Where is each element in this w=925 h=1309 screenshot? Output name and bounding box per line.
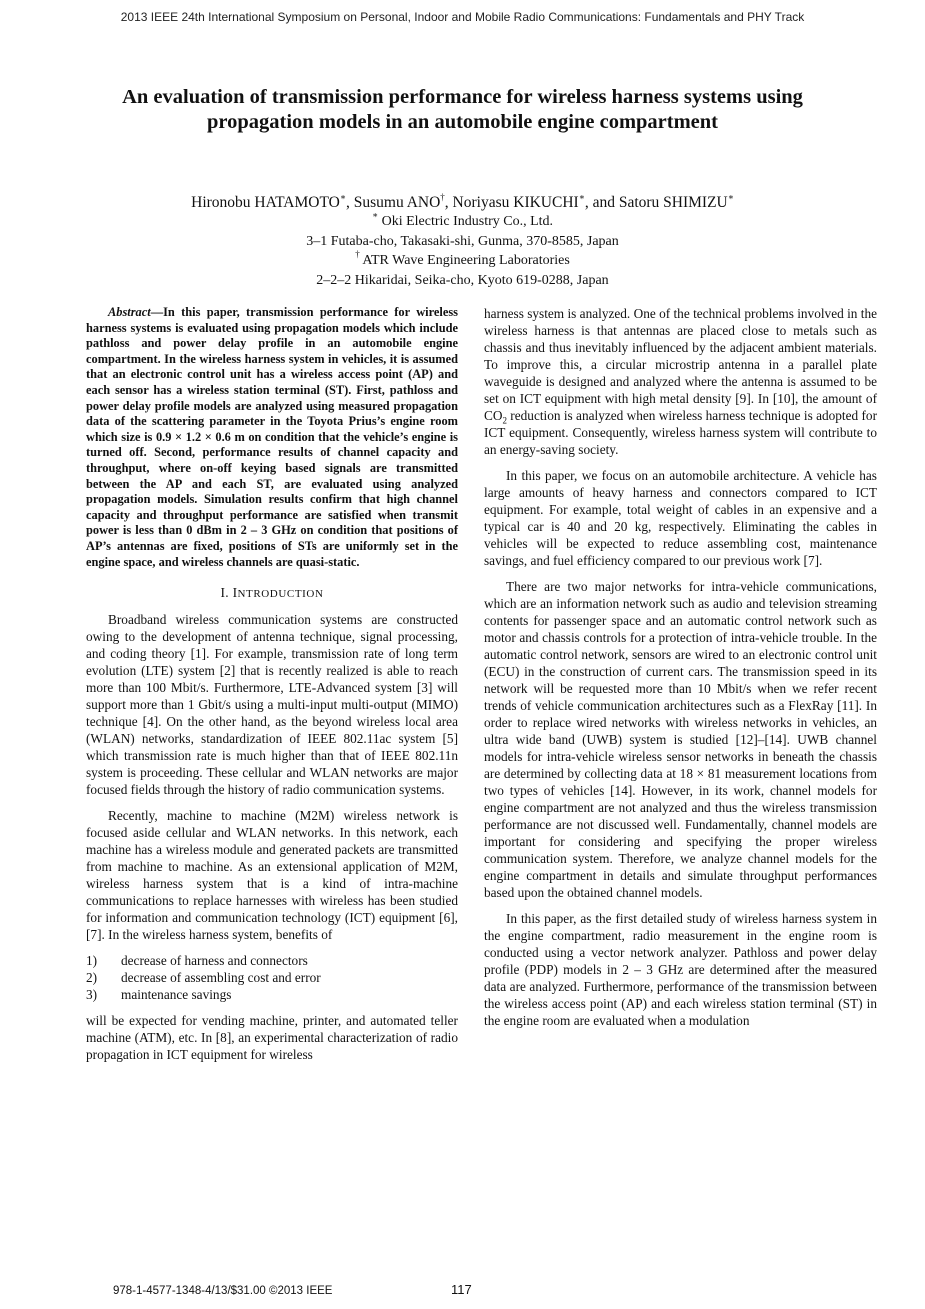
paragraph-text: reduction is analyzed when wireless harness technique is adopted for ICT equipment. Consequently, wireless harness system will contribute to an energy-saving society. bbox=[484, 408, 877, 457]
list-item bbox=[86, 969, 458, 986]
abstract-label: Abstract bbox=[108, 305, 151, 319]
left-column bbox=[86, 305, 458, 1063]
affiliation-mark: ∗ bbox=[578, 191, 585, 202]
intro-paragraph-4 bbox=[484, 305, 877, 458]
list-item-number: 1) bbox=[86, 953, 98, 969]
author-name: Susumu ANO bbox=[353, 194, 441, 211]
conference-header: 2013 IEEE 24th International Symposium on Personal, Indoor and Mobile Radio Communications: Fundamentals and PHY Track bbox=[120, 10, 805, 24]
affiliation-2-name-line bbox=[90, 251, 835, 271]
author-block bbox=[90, 193, 835, 290]
author-list: Hironobu HATAMOTO∗, Susumu ANO†, Noriyasu KIKUCHI∗, and Satoru SHIMIZU∗ bbox=[191, 191, 734, 211]
intro-paragraph-5: In this paper, we focus on an automobile architecture. A vehicle has large amounts of heavy harness and connectors compared to ICT equipment. For example, total weight of cables in an expensive and a typical car is 40 and 20 kg, respectively. Eliminating the cables in vehicles will be expected to reduce assembling cost, maintenance savings, and fuel efficiency compared to our previous work [7]. bbox=[484, 468, 877, 568]
affiliation-mark: ∗ bbox=[339, 191, 346, 202]
intro-paragraph-6: There are two major networks for intra-vehicle communications, which are an information network such as audio and television streaming contents for passenger space and an automatic control network such as motor and chassis controls for a protection of intra-vehicle trouble. In the automatic control network, sensors are wired to an electronic control unit (ECU) in the construction of current cars. The transmission speed in its network will be requested more than 10 Mbit/s when we refer recent trends of vehicle communication architectures such as a FlexRay [11]. In order to replace wired networks with wireless networks in vehicles, an ultra wide band (UWB) system is studied [12]–[14]. UWB channel models for intra-vehicle wireless sensor networks in beneath the chassis are determined by collecting data at 18 × 81 measurement locations from two types of vehicles [14]. However, in its work, channel models for engine compartment are not analyzed and thus the wireless transmission performance are not discussed well. Fundamentally, channel models are important for considering and specifying the proper wireless communication system. Therefore, we analyze channel models for the engine compartment in details and simulate throughput performances based upon the obtained channel models. bbox=[484, 579, 877, 900]
affiliation-name: Oki Electric Industry Co., Ltd. bbox=[381, 214, 554, 229]
list-item-text: decrease of harness and connectors bbox=[121, 953, 308, 969]
section-title-rest: NTRODUCTION bbox=[237, 588, 324, 601]
right-column bbox=[484, 305, 877, 1029]
affiliation-name: ATR Wave Engineering Laboratories bbox=[362, 253, 570, 268]
list-item-number: 3) bbox=[86, 987, 98, 1003]
affiliation-2-address: 2–2–2 Hikaridai, Seika-cho, Kyoto 619-0288, Japan bbox=[316, 272, 609, 288]
copyright-footer: 978-1-4577-1348-4/13/$31.00 ©2013 IEEE bbox=[113, 1285, 333, 1297]
author-name: and Satoru SHIMIZU bbox=[592, 194, 728, 211]
affiliation-mark: ∗ bbox=[727, 191, 734, 202]
affiliation-mark: ∗ bbox=[371, 210, 379, 221]
subscript: 2 bbox=[502, 415, 507, 426]
abstract bbox=[86, 305, 458, 570]
page-number: 117 bbox=[451, 1282, 472, 1297]
list-item bbox=[86, 986, 458, 1003]
section-numeral: I. bbox=[220, 585, 229, 601]
affiliation-mark: † bbox=[355, 249, 360, 260]
intro-paragraph-2: Recently, machine to machine (M2M) wireless network is focused aside cellular and WLAN networks. In this network, each machine has a wireless module and generated packets are transmitted from machine to machine. As an extensional application of M2M, wireless harness system that is a kind of intra-machine communications to replace harnesses with wireless has been studied for information and communication technology (ICT) equipment [6], [7]. In the wireless harness system, benefits of bbox=[86, 808, 458, 943]
intro-paragraph-1: Broadband wireless communication systems are constructed owing to the development of antenna technique, signal processing, and coding theory [1]. For example, transmission rate of long term evolution (LTE) system [2] that is recently realized is able to reach more than 100 Mbit/s. Furthermore, LTE-Advanced system [3] will support more than 1 Gbit/s using a multi-input multi-output (MIMO) technique [4]. On the other hand, as the beyond wireless local area (WLAN) networks, standardization of IEEE 802.11ac system [5] which transmission rate is much higher than that of IEEE 802.11n system is proceeding. These cellular and WLAN networks are major focused fields through the history of radio communication systems. bbox=[86, 612, 458, 798]
paragraph-text: harness system is analyzed. One of the technical problems involved in the wireless harness is that antennas are placed close to metals such as chassis and thus inevitably influenced by the adjacent ambient materials. To improve this, a circular microstrip antenna in a parallel plate waveguide is designed and analyzed where the antenna is assumed to be set on ICT equipment with high metal density [9]. In [10], the amount of CO bbox=[484, 306, 877, 423]
intro-paragraph-7: In this paper, as the first detailed study of wireless harness system in the engine compartment, radio measurement in the engine room is conducted using a vector network analyzer. Pathloss and power delay profile (PDP) models in 2 – 3 GHz are determined after the measured data are analyzed. Furthermore, performance of the transmission between the wireless access point (AP) and each wireless station terminal (ST) in the engine room are evaluated when a modulation bbox=[484, 911, 877, 1028]
benefits-list bbox=[86, 952, 458, 1003]
author-name: Hironobu HATAMOTO bbox=[191, 194, 340, 211]
paper-title: An evaluation of transmission performance for wireless harness systems using propagation models in an automobile engine compartment bbox=[122, 86, 803, 133]
affiliation-1-address: 3–1 Futaba-cho, Takasaki-shi, Gunma, 370-8585, Japan bbox=[306, 233, 619, 249]
list-item bbox=[86, 952, 458, 969]
intro-paragraph-3: will be expected for vending machine, printer, and automated teller machine (ATM), etc. In [8], an experimental characterization of radio propagation in ICT equipment for wireless bbox=[86, 1013, 458, 1063]
affiliation-mark: † bbox=[440, 191, 445, 202]
section-title-first-letter: I bbox=[232, 585, 238, 601]
list-item-number: 2) bbox=[86, 970, 98, 986]
author-name: Noriyasu KIKUCHI bbox=[452, 194, 579, 211]
abstract-text: —In this paper, transmission performance for wireless harness systems is evaluated using propagation models which include pathloss and power delay profile in an automobile engine compartment. In the wireless harness system in vehicles, it is assumed that an electronic control unit has a wireless access point (AP) and each sensor has a wireless station terminal (ST). First, pathloss and power delay profile models are analyzed using measured propagation data of the scattering parameter in the Toyota Prius’s engine room which size is 0.9 × 1.2 × 0.6 m on condition that the vehicle’s engine is turned off. Second, performance results of channel capacity and throughput, where on-off keying based signals are transmitted between the AP and each ST, are evaluated using analyzed propagation models. Simulation results confirm that high channel capacity and throughput performance are satisfied when transmit power is less than 0 dBm in 2 – 3 GHz on condition that positions of AP’s antennas are fixed, positions of STs are uniformly set in the engine space, and wireless channels are quasi-static. bbox=[86, 305, 458, 569]
list-item-text: maintenance savings bbox=[121, 987, 232, 1003]
list-item-text: decrease of assembling cost and error bbox=[121, 970, 321, 986]
section-heading-introduction bbox=[86, 584, 458, 603]
affiliation-1-name-line bbox=[90, 212, 835, 232]
